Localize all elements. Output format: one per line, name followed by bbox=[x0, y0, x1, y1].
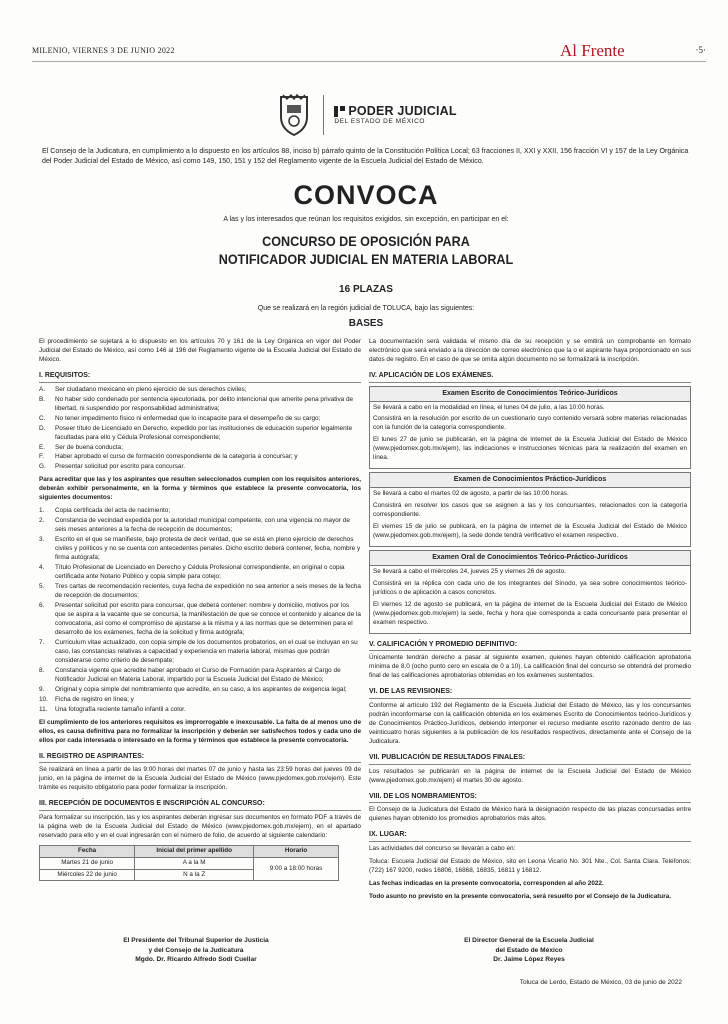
list-item-text: Ser de buena conducta; bbox=[55, 443, 123, 451]
list-item-text: Presentar solicitud por escrito para concursar. bbox=[55, 463, 186, 471]
reception-paragraph: Para formalizar su inscripción, las y los aspirantes deberán ingresar sus documentos en formato PDF a través de la página web de la Escuela Judicial del Estado de México (www.pjedomex.gob.mx/ejem), en el apartado reservado para ello y en el cual ingresarán con el número de folio, de acuerdo al siguiente calendario: bbox=[39, 814, 361, 839]
signature-line: El Director General de la Escuela Judicial bbox=[464, 937, 594, 944]
list-item-key: F. bbox=[39, 453, 44, 461]
grading-paragraph: Únicamente tendrán derecho a pasar al siguiente examen, quienes hayan obtenido calificación aprobatoria mínima de 8.0 (ocho punto cero en escala de 0 a 10). La calificación final del concurso se obtendrá del promedio final de las calificaciones aprobatorias obtenidas en los exámenes sustentados. bbox=[369, 654, 691, 680]
exam-boxes bbox=[369, 386, 691, 634]
section-heading-publicacion: VII. PUBLICACIÓN DE RESULTADOS FINALES: bbox=[369, 753, 691, 765]
signature-line: del Estado de México bbox=[495, 946, 563, 954]
list-item bbox=[39, 453, 361, 462]
title-line-1: CONCURSO DE OPOSICIÓN PARA bbox=[262, 233, 470, 249]
bases-heading: BASES bbox=[348, 318, 384, 329]
list-item-key: 9. bbox=[39, 685, 45, 693]
convocatoria-ad bbox=[34, 82, 698, 1017]
table-header-row bbox=[40, 845, 339, 857]
list-item bbox=[39, 639, 361, 666]
table-cell-initial: N a la Z bbox=[135, 869, 254, 881]
list-item-text: No haber sido condenado por sentencia ejecutoriada, por delito intencional que amerite pena privativa de libertad, ni suspendido por responsabilidad administrativa; bbox=[55, 395, 354, 412]
section-heading-recepcion: III. RECEPCIÓN DE DOCUMENTOS E INSCRIPCIÓN AL CONCURSO: bbox=[39, 799, 361, 811]
list-item-key: 5. bbox=[39, 583, 45, 591]
requisitos-list bbox=[39, 386, 361, 473]
location-intro: Las actividades del concurso se llevarán a cabo en: bbox=[369, 845, 516, 853]
institution-subname: DEL ESTADO DE MÉXICO bbox=[334, 118, 426, 126]
masthead-brand: Al Frente bbox=[560, 41, 625, 60]
dates-note: Las fechas indicadas en la presente convocatoria, corresponden al año 2022. bbox=[369, 880, 604, 888]
documents-list bbox=[39, 507, 361, 714]
exam-box bbox=[369, 488, 691, 547]
section-heading-requisitos: I. REQUISITOS: bbox=[39, 371, 361, 383]
table-cell-schedule: 9:00 a 18:00 horas bbox=[254, 857, 339, 881]
publication-paragraph: Los resultados se publicarán en la página de internet de la Escuela Judicial del Estado de México (www.pjedomex.gob.mx/ejem) el martes 30 de agosto. bbox=[369, 767, 691, 784]
exam-title: Examen Oral de Conocimientos Teórico-Práctico-Jurídicos bbox=[369, 550, 691, 566]
registration-paragraph: Se realizará en línea a partir de las 9:00 horas del martes 07 de junio y hasta las 23:59 horas del jueves 09 de junio, en la página de internet de la Escuela Judicial del Estado de México (www.pjedomex.gob.mx/ejem). Este trámite es requisito obligatorio para poder formalizar la inscripción. bbox=[39, 766, 361, 792]
list-item-key: 6. bbox=[39, 602, 45, 610]
list-item-text: Constancia de vecindad expedida por la autoridad municipal competente, con una vigencia no mayor de seis meses anteriores a la fecha de recepción de documentos; bbox=[55, 517, 350, 534]
appointments-paragraph: El Consejo de la Judicatura del Estado de México hará la designación respecto de las plazas concursadas entre quienes hayan obtenido los promedios aprobatorios más altos. bbox=[369, 806, 691, 823]
list-item-key: 11. bbox=[39, 705, 48, 713]
contest-title bbox=[67, 232, 665, 268]
signature-line: El Presidente del Tribunal Superior de Justicia bbox=[123, 937, 269, 944]
title-line-2: NOTIFICADOR JUDICIAL EN MATERIA LABORAL bbox=[218, 251, 514, 268]
institution-logo bbox=[334, 105, 456, 126]
list-item-key: 2. bbox=[39, 517, 45, 525]
signature-left bbox=[46, 936, 346, 965]
masthead-dateline: MILENIO, VIERNES 3 DE JUNIO 2022 bbox=[32, 46, 175, 55]
list-item-text: Copia certificada del acta de nacimiento; bbox=[55, 507, 171, 515]
state-seal-icon bbox=[275, 93, 313, 137]
list-item bbox=[39, 686, 361, 695]
unforeseen-note: Todo asunto no previsto en la presente convocatoria, será resuelto por el Consejo de la Judicatura. bbox=[369, 893, 672, 901]
list-item bbox=[39, 602, 361, 638]
exam-paragraph: Se llevará a cabo el miércoles 24, jueves 25 y viernes 26 de agosto. bbox=[373, 567, 566, 575]
table-header: Horario bbox=[254, 845, 339, 857]
list-item-key: 7. bbox=[39, 638, 45, 646]
exam-title: Examen de Conocimientos Práctico-Jurídicos bbox=[369, 472, 691, 488]
list-item-key: 3. bbox=[39, 536, 45, 544]
place-dateline: Toluca de Lerdo, Estado de México, 03 de junio de 2022 bbox=[519, 979, 682, 986]
section-heading-nombramientos: VIII. DE LOS NOMBRAMIENTOS: bbox=[369, 792, 691, 804]
list-item bbox=[39, 396, 361, 414]
exam-paragraph: Consistirá en la resolución por escrito de un cuestionario cuyo contenido versará sobre materias relacionadas con la función de la categoría correspondiente. bbox=[373, 415, 687, 432]
table-header: Fecha bbox=[40, 845, 135, 857]
plazas-count: 16 PLAZAS bbox=[339, 284, 393, 295]
header-logos bbox=[34, 90, 698, 140]
procedure-paragraph: El procedimiento se sujetará a lo dispuesto en los artículos 70 y 161 de la Ley Orgánica en vigor del Poder Judicial del Estado de México, así como 146 al 196 del Reglamento vigente de la Escuela Judicial del Estado de México. bbox=[39, 338, 361, 363]
list-item-text: Constancia vigente que acredite haber aprobado el Curso de Formación para Aspirantes al Cargo de Notificador Judicial en Materia Laboral, impartido por la Escuela Judicial del Estado de México; bbox=[55, 666, 341, 683]
table-header: Inicial del primer apellido bbox=[135, 845, 254, 857]
table-cell-initial: A a la M bbox=[135, 857, 254, 869]
list-item-text: Haber aprobado el curso de formación correspondiente de la categoría a concursar; y bbox=[55, 453, 298, 461]
list-item bbox=[39, 386, 361, 395]
revisions-paragraph: Conforme al artículo 192 del Reglamento de la Escuela Judicial del Estado de México, las y los concursantes podrán inconformarse con la calificación obtenida en los exámenes Escrito de Conocimientos teórico-Jurídicos y de Conocimientos Práctico-Jurídicos, debiendo interponer el recurso mediante escrito razonado dentro de las veinticuatro horas siguientes a la publicación de los resultados respectivos, directamente ante el Consejo de la Judicatura. bbox=[369, 702, 691, 745]
signature-name: Mgdo. Dr. Ricardo Alfredo Sodi Cuellar bbox=[135, 956, 257, 964]
documents-intro: Para acreditar que las y los aspirantes que resulten seleccionados cumplen con los requisitos anteriores, deberán exhibir personalmente, en la forma y términos que establece la presente convocatoria, los siguientes documentos: bbox=[39, 476, 361, 502]
section-heading-revisiones: VI. DE LAS REVISIONES: bbox=[369, 687, 691, 699]
page-number: ·5· bbox=[695, 45, 706, 55]
exam-paragraph: Se llevará a cabo en la modalidad en línea, el lunes 04 de julio, a las 10:00 horas. bbox=[373, 403, 605, 411]
section-heading-examenes: IV. APLICACIÓN DE LOS EXÁMENES. bbox=[369, 371, 691, 383]
table-cell-date: Martes 21 de junio bbox=[40, 857, 135, 869]
list-item bbox=[39, 696, 361, 705]
list-item-key: C. bbox=[39, 414, 46, 422]
convoca-heading: CONVOCA bbox=[293, 180, 439, 210]
list-item-text: Presentar solicitud por escrito para concursar, que deberá contener: nombre y domicilio, motivos por los que se aspira a la vacante que se concursa, la manifestación de que se conoce el contenido y alcance de la convocatoria, así como el compromiso de ajustarse a la misma y a las normas que se determinen para el desarrollo de los exámenes, fecha de la solicitud y firma autógrafa; bbox=[55, 602, 361, 636]
list-item bbox=[39, 517, 361, 535]
list-item bbox=[39, 507, 361, 516]
list-item-text: Original y copia simple del nombramiento que acredite, en su caso, a los aspirantes de exigencia legal; bbox=[55, 685, 347, 693]
exam-box bbox=[369, 566, 691, 634]
calendar-table bbox=[39, 845, 339, 881]
list-item bbox=[39, 463, 361, 472]
right-column bbox=[369, 338, 691, 906]
list-item-text: Tres cartas de recomendación recientes, cuya fecha de expedición no sea anterior a seis meses de la fecha de recepción de documentos; bbox=[55, 583, 361, 600]
section-heading-calificacion: V. CALIFICACIÓN Y PROMEDIO DEFINITIVO: bbox=[369, 640, 691, 652]
exam-paragraph: Se llevará a cabo el martes 02 de agosto, a partir de las 10:00 horas. bbox=[373, 490, 569, 498]
location-paragraph: Toluca: Escuela Judicial del Estado de México, sito en Leona Vicario No. 301 Nte., Col. Santa Clara. Teléfonos: (722) 167 9200, redes 16806, 16868, 16835, 16811 y 16812. bbox=[369, 858, 691, 875]
list-item-key: 10. bbox=[39, 695, 48, 703]
signature-right bbox=[379, 936, 679, 965]
list-item-text: Ficha de registro en línea; y bbox=[55, 695, 134, 703]
list-item bbox=[39, 706, 361, 715]
judiciary-mark-icon bbox=[334, 106, 345, 117]
list-item-text: Curriculum vitae actualizado, con copia simple de los documentos probatorios, en el cual se incluyan en su caso, las constancias relativas a capacidad y experiencia en materia laboral, mismas que podrán considerarse como criterio de desempate; bbox=[55, 638, 358, 664]
list-item-text: Escrito en el que se manifieste, bajo protesta de decir verdad, que se está en pleno ejercicio de derechos civiles y políticos y no se cuenta con antecedentes penales. Dicho escrito deberá contener, fecha, nombre y firma autógrafa; bbox=[55, 536, 361, 562]
masthead bbox=[32, 42, 706, 62]
list-item-key: 4. bbox=[39, 564, 45, 572]
institution-name: PODER JUDICIAL bbox=[348, 103, 457, 118]
validation-paragraph: La documentación será validada el mismo día de su recepción y se emitirá un comprobante en formato electrónico que será enviado a la dirección de correo electrónico que la o el aspirante haya proporcionado en sus datos de registro. En el caso de que se omita algún documento no se formalizará la inscripción. bbox=[369, 338, 691, 363]
list-item-key: G. bbox=[39, 463, 46, 471]
table-cell-date: Miércoles 22 de junio bbox=[40, 869, 135, 881]
exam-title: Examen Escrito de Conocimientos Teórico-Jurídicos bbox=[369, 386, 691, 402]
exam-paragraph: El viernes 15 de julio se publicará, en la página de internet de la Escuela Judicial del Estado de México (www.pjedomex.gob.mx/ejem), la sede donde tendrá verificativo el examen respectivo. bbox=[373, 523, 687, 539]
list-item-key: D. bbox=[39, 424, 46, 432]
table-row bbox=[40, 857, 339, 869]
exam-paragraph: El viernes 12 de agosto se publicará, en la página de internet de la Escuela Judicial del Estado de México (www.pjedomex.gob.mx/ejem) la sede, fecha y hora que corresponda a cada concursante para presentar el examen respectivo. bbox=[373, 600, 687, 626]
list-item bbox=[39, 583, 361, 601]
signature-name: Dr. Jaime López Reyes bbox=[493, 956, 565, 964]
list-item bbox=[39, 444, 361, 453]
section-heading-lugar: IX. LUGAR: bbox=[369, 830, 691, 842]
section-heading-registro: II. REGISTRO DE ASPIRANTES: bbox=[39, 752, 361, 764]
exam-paragraph: Consistirá en resolver los casos que se asignen a las y los concursantes, relacionados con la categoría correspondiente. bbox=[373, 502, 687, 519]
invitation-text: A las y los interesados que reúnan los requisitos exigidos, sin excepción, en participar en el: bbox=[223, 216, 509, 223]
list-item-key: B. bbox=[39, 395, 46, 403]
exam-paragraph: Consistirá en la réplica con cada uno de los integrantes del Sínodo, ya sea sobre conocimientos teórico-jurídicos o de aplicación a casos concretos. bbox=[373, 579, 687, 596]
list-item bbox=[39, 536, 361, 563]
list-item-text: Poseer título de Licenciado en Derecho, expedido por las instituciones de educación superior legalmente facultadas para ello y Cédula Profesional correspondiente; bbox=[55, 424, 352, 441]
list-item bbox=[39, 425, 361, 443]
left-column bbox=[39, 338, 361, 881]
list-item-key: E. bbox=[39, 443, 46, 451]
signature-line: y del Consejo de la Judicatura bbox=[148, 946, 244, 954]
list-item bbox=[39, 667, 361, 685]
logo-divider bbox=[323, 95, 324, 135]
list-item bbox=[39, 415, 361, 424]
list-item-text: No tener impedimento físico ni enfermedad que lo incapacite para el desempeño de su cargo; bbox=[55, 414, 321, 422]
list-item-text: Ser ciudadano mexicano en pleno ejercicio de sus derechos civiles; bbox=[55, 385, 247, 393]
exam-box bbox=[369, 402, 691, 470]
list-item-key: 1. bbox=[39, 507, 45, 515]
list-item-key: A. bbox=[39, 385, 46, 393]
list-item-key: 8. bbox=[39, 666, 45, 674]
list-item-text: Título Profesional de Licenciado en Derecho y Cédula Profesional correspondiente, en original o copia certificada ante Notario Público y copia simple para cotejo; bbox=[55, 564, 345, 581]
compliance-paragraph: El cumplimiento de los anteriores requisitos es improrrogable e inexcusable. La falta de al menos uno de ellos, es causa definitiva para no formalizar la inscripción y deberán ser satisfechos todos y cada uno de ellos por cada interesada o interesado en la forma y términos que establece la presente convocatoria. bbox=[39, 718, 361, 744]
list-item bbox=[39, 564, 361, 582]
list-item-text: Una fotografía reciente tamaño infantil a color. bbox=[55, 705, 186, 713]
intro-paragraph: El Consejo de la Judicatura, en cumplimiento a lo dispuesto en los artículos 88, inciso b) párrafo quinto de la Constitución Política Local; 63 fracciones II, XXI y XXII, 156 fracción VI y 157 de la Ley Orgánica del Poder Judicial del Estado de México, así como 149, 150, 151 y 152 del Reglamento vigente de la Escuela Judicial del Estado de México. bbox=[42, 147, 689, 166]
exam-paragraph: El lunes 27 de junio se publicarán, en la página de internet de la Escuela Judicial del Estado de México (www.pjedomex.gob.mx/ejem), las indicaciones e instrucciones técnicas para la realización del examen en línea. bbox=[373, 436, 687, 462]
region-text: Que se realizará en la región judicial de TOLUCA, bajo las siguientes: bbox=[257, 305, 475, 312]
